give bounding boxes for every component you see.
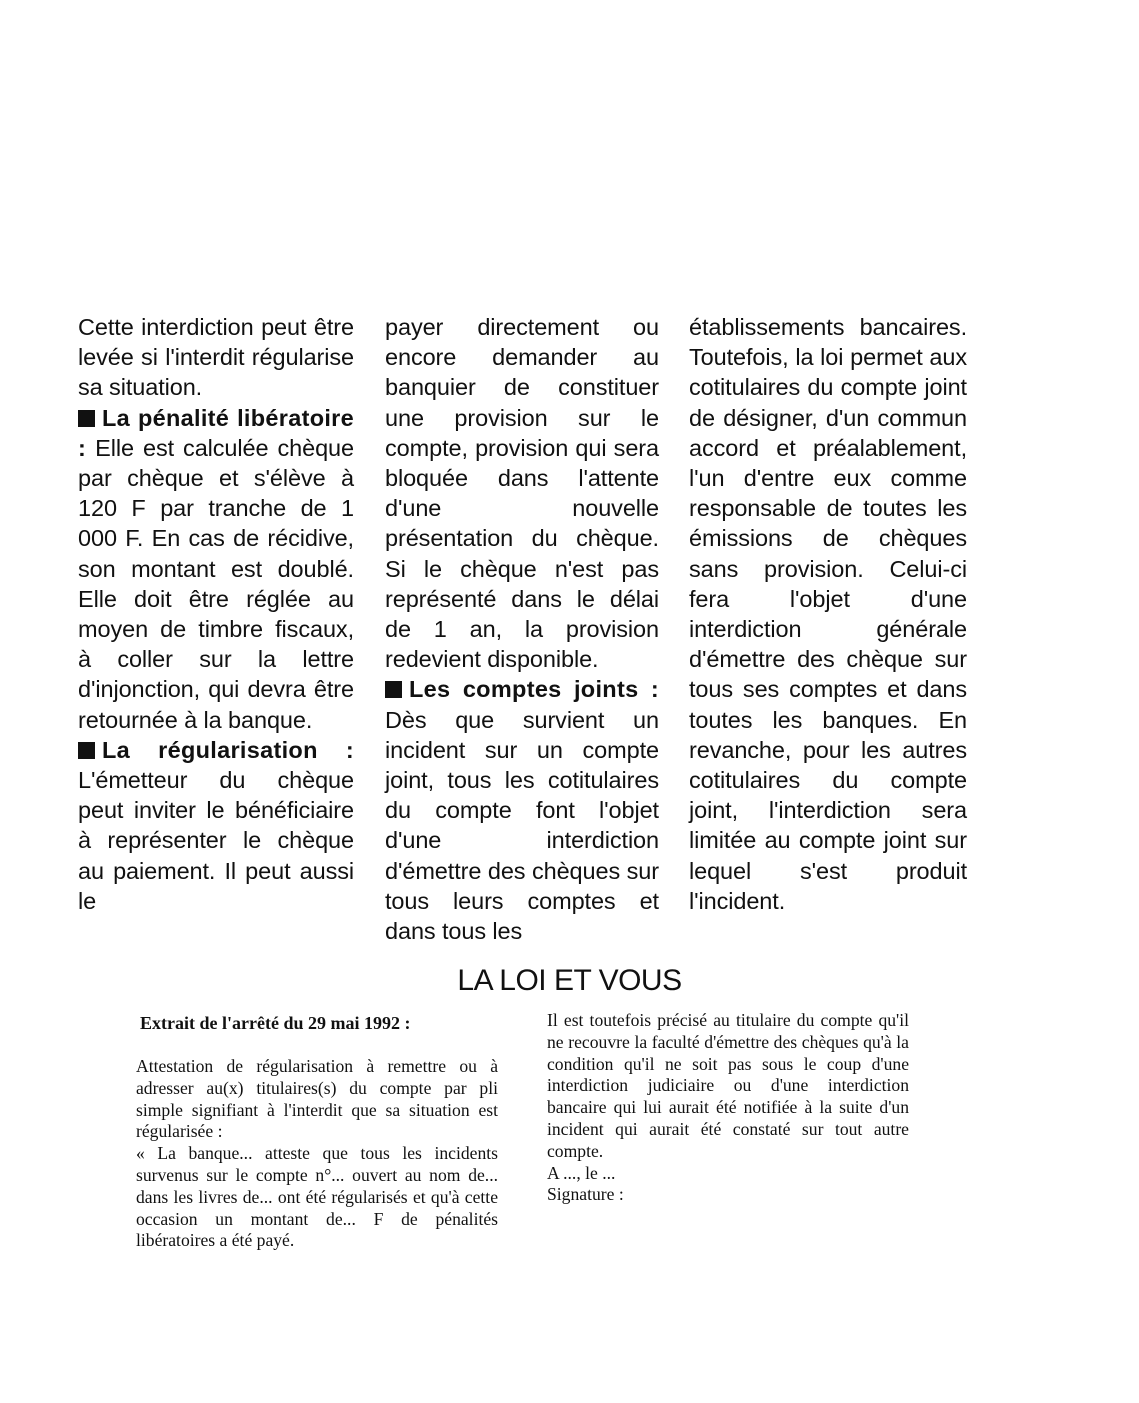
extract-left-column: [136, 1056, 498, 1252]
square-bullet-icon: [78, 742, 95, 759]
square-bullet-icon: [385, 681, 402, 698]
extract-title: Extrait de l'arrêté du 29 mai 1992 :: [140, 1013, 411, 1033]
penalite-paragraph: [78, 403, 354, 735]
comptes-joints-text: Dès que survient un incident sur un compte joint, tous les cotitulaires du compte font l'objet d'une interdiction d'émettre des chèques sur tous leurs comptes et dans tous les: [385, 706, 659, 945]
attestation-paragraph: Attestation de régularisation à remettre ou à adresser au(x) titulaires(s) du compte par pli simple signifiant à l'interdit que sa situation est régularisée :: [136, 1056, 498, 1142]
regularisation-paragraph: [78, 735, 354, 916]
article-column-1: [78, 312, 354, 916]
banque-paragraph: « La banque... atteste que tous les incidents survenus sur le compte n°... ouvert au nom de... dans les livres de... ont été régularisés et qu'à cette occasion un montant de... F de pénalités libératoires a été payé.: [136, 1143, 498, 1251]
regularisation-text: L'émetteur du chèque peut inviter le bénéficiaire à représenter le chèque au paiement. Il peut aussi le: [78, 767, 354, 914]
regularisation-heading: La régularisation :: [102, 736, 354, 763]
provision-paragraph: payer directement ou encore demander au banquier de constituer une provision sur le compte, provision qui sera bloquée dans l'attente d'une nouvelle présentation du chèque. Si le chèque n'est pas représenté dans le délai de 1 an, la provision redevient disponible.: [385, 314, 659, 673]
penalite-text: Elle est calculée chèque par chèque et s'élève à 120 F par tranche de 1 000 F. En cas de récidive, son montant est doublé. Elle doit être réglée au moyen de timbre fiscaux, à coller sur la lettre d'injonction, qui devra être retournée à la banque.: [78, 434, 354, 733]
signature-line: Signature :: [547, 1184, 624, 1205]
square-bullet-icon: [78, 410, 95, 427]
place-date-line: A ..., le ...: [547, 1162, 616, 1183]
article-column-3: [689, 312, 967, 916]
comptes-joints-heading: Les comptes joints :: [409, 676, 659, 703]
section-title: LA LOI ET VOUS: [457, 964, 682, 997]
penalite-heading: La pénalité libératoire :: [78, 404, 354, 461]
faculte-paragraph: Il est toutefois précisé au titulaire du compte qu'il ne recouvre la faculté d'émettre des chèques qu'à la condition qu'il ne soit pas sous le coup d'une interdiction judiciaire ou d'une interdiction bancaire qui lui aurait été notifiée à la suite d'un incident qui aurait été constaté sur tout autre compte.: [547, 1010, 909, 1161]
intro-paragraph: Cette interdiction peut être levée si l'interdit régularise sa situation.: [78, 314, 354, 401]
comptes-joints-paragraph: [385, 674, 659, 946]
extract-right-column: [547, 1010, 909, 1206]
article-column-2: [385, 312, 659, 946]
cotitulaires-paragraph: établissements bancaires. Toutefois, la loi permet aux cotitulaires du compte joint de désigner, d'un commun accord et préalablement, l'un d'entre eux comme responsable de toutes les émissions de chèques sans provision. Celui-ci fera l'objet d'une interdiction générale d'émettre des chèque sur tous ses comptes et dans toutes les banques. En revanche, pour les autres cotitulaires du compte joint, l'interdiction sera limitée au compte joint sur lequel s'est produit l'incident.: [689, 314, 967, 914]
